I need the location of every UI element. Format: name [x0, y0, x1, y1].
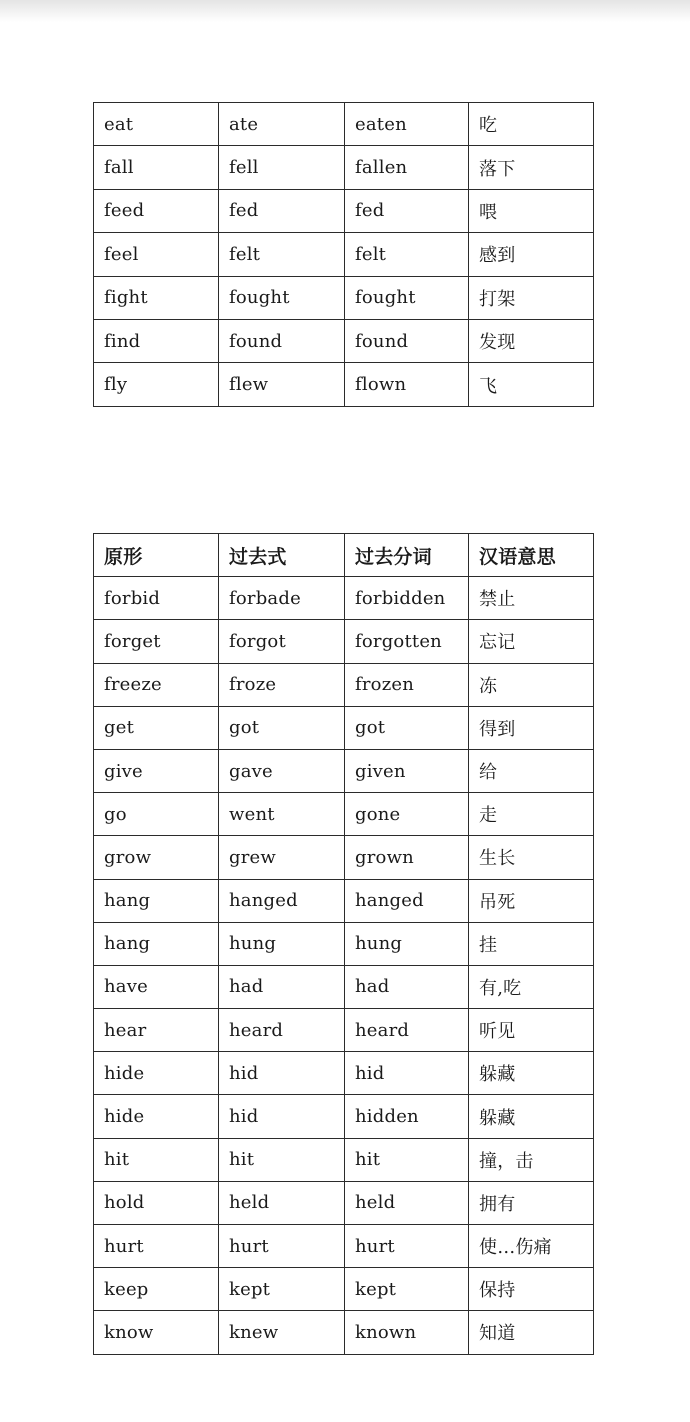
table-row: [94, 663, 594, 706]
table-row: [94, 965, 594, 1008]
base-form-cell: hide: [94, 1052, 219, 1095]
table-row: [94, 577, 594, 620]
irregular-verbs-table-part-2: [93, 533, 594, 1355]
table-row: [94, 1138, 594, 1181]
chinese-meaning-cell: 走: [469, 793, 594, 836]
chinese-meaning-cell: 使…伤痛: [469, 1225, 594, 1268]
chinese-meaning-cell: 喂: [469, 189, 594, 232]
past-tense-cell: found: [219, 319, 345, 362]
past-tense-cell: gave: [219, 749, 345, 792]
header-chinese-meaning: 汉语意思: [469, 534, 594, 577]
past-tense-cell: hid: [219, 1095, 345, 1138]
chinese-meaning-cell: 感到: [469, 233, 594, 276]
chinese-meaning-cell: 有,吃: [469, 965, 594, 1008]
table-row: [94, 793, 594, 836]
irregular-verbs-table-part-1: [93, 102, 594, 407]
table-row: [94, 363, 594, 406]
past-participle-cell: held: [345, 1181, 469, 1224]
base-form-cell: hear: [94, 1009, 219, 1052]
past-participle-cell: grown: [345, 836, 469, 879]
base-form-cell: fight: [94, 276, 219, 319]
base-form-cell: keep: [94, 1268, 219, 1311]
chinese-meaning-cell: 落下: [469, 146, 594, 189]
past-tense-cell: hid: [219, 1052, 345, 1095]
past-participle-cell: had: [345, 965, 469, 1008]
past-participle-cell: hurt: [345, 1225, 469, 1268]
base-form-cell: hit: [94, 1138, 219, 1181]
table-row: [94, 276, 594, 319]
chinese-meaning-cell: 挂: [469, 922, 594, 965]
past-tense-cell: froze: [219, 663, 345, 706]
chinese-meaning-cell: 飞: [469, 363, 594, 406]
past-participle-cell: hid: [345, 1052, 469, 1095]
base-form-cell: hurt: [94, 1225, 219, 1268]
header-past-tense: 过去式: [219, 534, 345, 577]
past-tense-cell: forgot: [219, 620, 345, 663]
past-participle-cell: got: [345, 706, 469, 749]
table-row: [94, 620, 594, 663]
past-participle-cell: flown: [345, 363, 469, 406]
chinese-meaning-cell: 忘记: [469, 620, 594, 663]
past-tense-cell: hit: [219, 1138, 345, 1181]
table-row: [94, 233, 594, 276]
past-tense-cell: knew: [219, 1311, 345, 1354]
header-past-participle: 过去分词: [345, 534, 469, 577]
chinese-meaning-cell: 得到: [469, 706, 594, 749]
table-row: [94, 1181, 594, 1224]
chinese-meaning-cell: 发现: [469, 319, 594, 362]
chinese-meaning-cell: 听见: [469, 1009, 594, 1052]
past-tense-cell: kept: [219, 1268, 345, 1311]
header-base-form: 原形: [94, 534, 219, 577]
past-participle-cell: known: [345, 1311, 469, 1354]
table-row: [94, 1225, 594, 1268]
chinese-meaning-cell: 禁止: [469, 577, 594, 620]
chinese-meaning-cell: 拥有: [469, 1181, 594, 1224]
past-participle-cell: hung: [345, 922, 469, 965]
past-tense-cell: held: [219, 1181, 345, 1224]
chinese-meaning-cell: 冻: [469, 663, 594, 706]
past-tense-cell: hurt: [219, 1225, 345, 1268]
chinese-meaning-cell: 生长: [469, 836, 594, 879]
past-participle-cell: felt: [345, 233, 469, 276]
chinese-meaning-cell: 吃: [469, 103, 594, 146]
base-form-cell: hide: [94, 1095, 219, 1138]
base-form-cell: get: [94, 706, 219, 749]
chinese-meaning-cell: 撞，击: [469, 1138, 594, 1181]
past-participle-cell: hanged: [345, 879, 469, 922]
chinese-meaning-cell: 打架: [469, 276, 594, 319]
base-form-cell: hang: [94, 922, 219, 965]
past-tense-cell: forbade: [219, 577, 345, 620]
past-tense-cell: hung: [219, 922, 345, 965]
table-row: [94, 836, 594, 879]
past-tense-cell: went: [219, 793, 345, 836]
past-participle-cell: frozen: [345, 663, 469, 706]
past-tense-cell: grew: [219, 836, 345, 879]
base-form-cell: feed: [94, 189, 219, 232]
table-body: [94, 577, 594, 1354]
table-row: [94, 1052, 594, 1095]
table-row: [94, 319, 594, 362]
past-participle-cell: given: [345, 749, 469, 792]
header-row: [94, 534, 594, 577]
past-tense-cell: fell: [219, 146, 345, 189]
base-form-cell: fall: [94, 146, 219, 189]
base-form-cell: hang: [94, 879, 219, 922]
past-participle-cell: forgotten: [345, 620, 469, 663]
chinese-meaning-cell: 保持: [469, 1268, 594, 1311]
base-form-cell: feel: [94, 233, 219, 276]
table-header: [94, 534, 594, 577]
past-tense-cell: felt: [219, 233, 345, 276]
base-form-cell: find: [94, 319, 219, 362]
past-tense-cell: had: [219, 965, 345, 1008]
past-tense-cell: hanged: [219, 879, 345, 922]
table-row: [94, 922, 594, 965]
past-participle-cell: heard: [345, 1009, 469, 1052]
base-form-cell: hold: [94, 1181, 219, 1224]
past-participle-cell: hidden: [345, 1095, 469, 1138]
chinese-meaning-cell: 给: [469, 749, 594, 792]
chinese-meaning-cell: 吊死: [469, 879, 594, 922]
past-participle-cell: eaten: [345, 103, 469, 146]
base-form-cell: eat: [94, 103, 219, 146]
past-tense-cell: got: [219, 706, 345, 749]
past-participle-cell: gone: [345, 793, 469, 836]
base-form-cell: give: [94, 749, 219, 792]
table-row: [94, 146, 594, 189]
past-tense-cell: flew: [219, 363, 345, 406]
past-participle-cell: found: [345, 319, 469, 362]
past-participle-cell: fed: [345, 189, 469, 232]
table-row: [94, 189, 594, 232]
base-form-cell: grow: [94, 836, 219, 879]
table-row: [94, 1311, 594, 1354]
table-row: [94, 103, 594, 146]
base-form-cell: fly: [94, 363, 219, 406]
base-form-cell: know: [94, 1311, 219, 1354]
table-row: [94, 879, 594, 922]
base-form-cell: forbid: [94, 577, 219, 620]
past-tense-cell: ate: [219, 103, 345, 146]
past-tense-cell: fed: [219, 189, 345, 232]
past-participle-cell: hit: [345, 1138, 469, 1181]
past-participle-cell: fallen: [345, 146, 469, 189]
chinese-meaning-cell: 知道: [469, 1311, 594, 1354]
past-participle-cell: forbidden: [345, 577, 469, 620]
table-body: [94, 103, 594, 407]
table-row: [94, 1095, 594, 1138]
table-row: [94, 706, 594, 749]
base-form-cell: freeze: [94, 663, 219, 706]
top-edge-shadow: [0, 0, 690, 22]
past-participle-cell: fought: [345, 276, 469, 319]
past-tense-cell: heard: [219, 1009, 345, 1052]
table-row: [94, 749, 594, 792]
chinese-meaning-cell: 躲藏: [469, 1052, 594, 1095]
table-row: [94, 1009, 594, 1052]
past-tense-cell: fought: [219, 276, 345, 319]
base-form-cell: have: [94, 965, 219, 1008]
base-form-cell: forget: [94, 620, 219, 663]
base-form-cell: go: [94, 793, 219, 836]
past-participle-cell: kept: [345, 1268, 469, 1311]
chinese-meaning-cell: 躲藏: [469, 1095, 594, 1138]
table-row: [94, 1268, 594, 1311]
